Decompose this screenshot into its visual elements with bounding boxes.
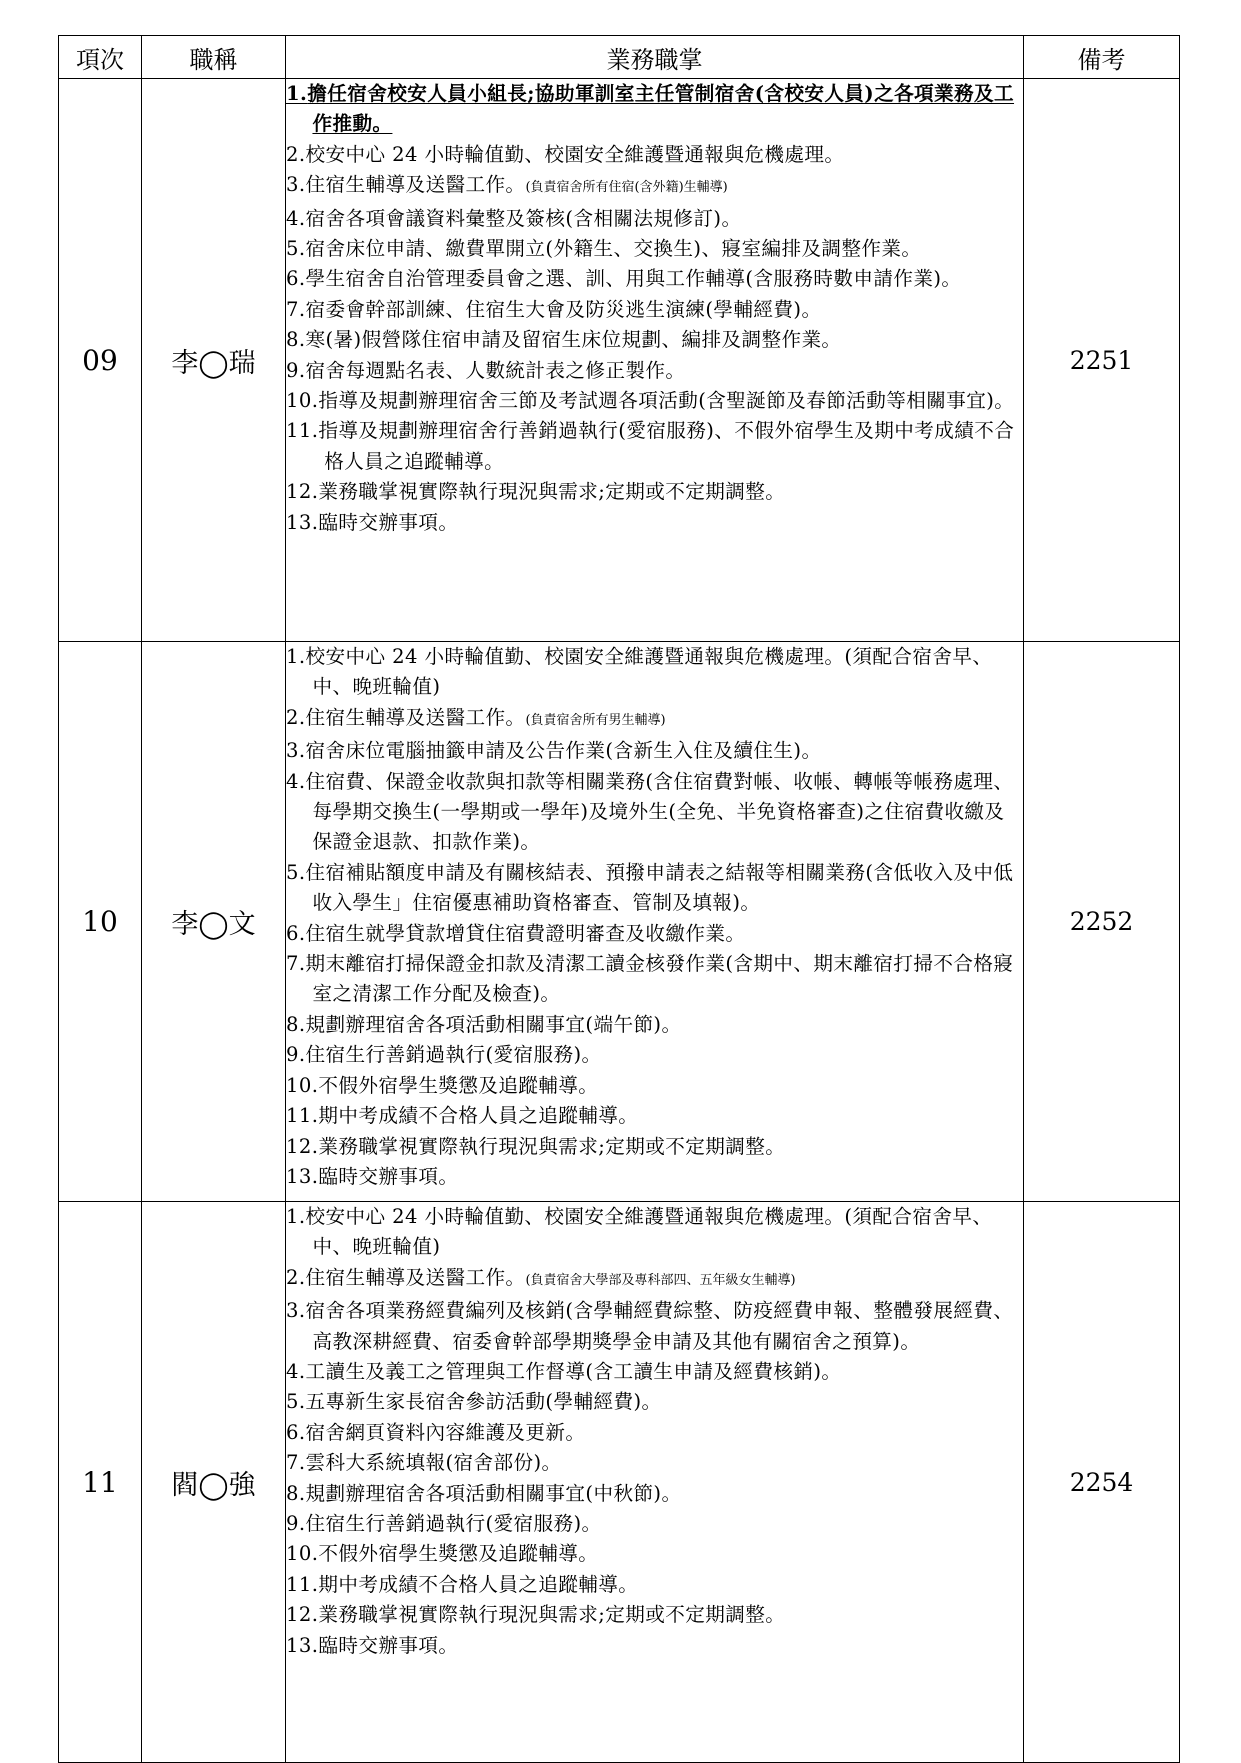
duty-list — [286, 79, 1023, 538]
duty-number: 1. — [286, 1205, 306, 1228]
duty-item — [286, 204, 1023, 234]
duty-number: 3. — [286, 1299, 306, 1323]
duty-item — [286, 1509, 1023, 1539]
duty-text: 臨時交辦事項。 — [318, 510, 459, 534]
duty-number: 1. — [286, 645, 306, 668]
duty-item — [286, 858, 1023, 919]
duty-text: 住宿生輔導及送醫工作。 — [305, 173, 526, 197]
duty-number: 11. — [286, 419, 319, 443]
duty-item — [286, 264, 1023, 294]
duty-number: 12. — [286, 1134, 319, 1158]
duty-item — [286, 325, 1023, 355]
duty-text: 期中考成績不合格人員之追蹤輔導。 — [318, 1572, 639, 1596]
item-number: 09 — [59, 79, 142, 642]
remark-extension: 2252 — [1024, 642, 1180, 1202]
duty-item — [286, 767, 1023, 858]
duty-item — [286, 949, 1023, 1010]
duty-number: 10. — [286, 1542, 319, 1566]
duty-text: 期末離宿打掃保證金扣款及清潔工讀金核發作業(含期中、期末離宿打掃不合格寢室之清潔工作分配及檢查)。 — [305, 952, 1014, 1006]
duty-text: 住宿生就學貸款增貸住宿費證明審查及收繳作業。 — [305, 921, 746, 945]
duty-number: 4. — [286, 769, 306, 793]
duty-number: 7. — [286, 297, 306, 321]
duty-number: 2. — [286, 1265, 306, 1289]
header-remarks: 備考 — [1024, 36, 1180, 79]
duty-item — [286, 508, 1023, 538]
duty-text: 校安中心 24 小時輪值勤、校園安全維護暨通報與危機處理。(須配合宿舍早、中、晚班輪值) — [305, 1205, 993, 1259]
duty-text: 業務職掌視實際執行現況與需求;定期或不定期調整。 — [318, 480, 786, 504]
remark-extension: 2254 — [1024, 1202, 1180, 1763]
item-number: 11 — [59, 1202, 142, 1763]
duty-item — [286, 386, 1023, 416]
duty-text: 宿舍床位申請、繳費單開立(外籍生、交換生)、寢室編排及調整作業。 — [305, 237, 922, 261]
duty-item — [286, 140, 1023, 170]
duty-number: 1. — [286, 82, 308, 105]
duty-item — [286, 1132, 1023, 1162]
duty-number: 11. — [286, 1572, 319, 1596]
duty-item — [286, 1387, 1023, 1417]
duty-item — [286, 1357, 1023, 1387]
duty-list — [286, 1202, 1023, 1661]
duty-number: 4. — [286, 206, 306, 230]
item-number: 10 — [59, 642, 142, 1202]
duty-note: (負責宿舍大學部及專科部四、五年級女生輔導) — [525, 1272, 796, 1288]
remark-extension: 2251 — [1024, 79, 1180, 642]
duty-text: 臨時交辦事項。 — [318, 1633, 459, 1657]
duty-text: 不假外宿學生獎懲及追蹤輔導。 — [318, 1073, 599, 1097]
duty-item — [286, 703, 1023, 736]
duty-text: 業務職掌視實際執行現況與需求;定期或不定期調整。 — [318, 1603, 786, 1627]
duty-number: 5. — [286, 860, 306, 884]
duty-text: 住宿生行善銷過執行(愛宿服務)。 — [305, 1512, 602, 1536]
duty-number: 13. — [286, 510, 319, 534]
duty-item — [286, 1263, 1023, 1296]
duty-item — [286, 1570, 1023, 1600]
duty-text: 雲科大系統填報(宿舍部份)。 — [305, 1451, 562, 1475]
duty-number: 2. — [286, 705, 306, 729]
duty-item — [286, 1448, 1023, 1478]
duty-list — [286, 642, 1023, 1192]
duty-number: 8. — [286, 1481, 306, 1505]
staff-name: 李◯瑞 — [142, 79, 286, 642]
duty-item — [286, 1631, 1023, 1661]
duty-text: 住宿補貼額度申請及有關核結表、預撥申請表之結報等相關業務(含低收入及中低收入學生」住宿優惠補助資格審查、管制及填報)。 — [305, 860, 1014, 915]
duty-item — [286, 1296, 1023, 1357]
duty-item — [286, 356, 1023, 386]
duty-item — [286, 736, 1023, 766]
duty-text: 寒(暑)假營隊住宿申請及留宿生床位規劃、編排及調整作業。 — [305, 328, 842, 352]
duty-number: 12. — [286, 1603, 319, 1627]
duty-text: 擔任宿舍校安人員小組長;協助軍訓室主任管制宿舍(含校安人員)之各項業務及工作推動。 — [307, 82, 1015, 136]
duty-item — [286, 1539, 1023, 1569]
table-row — [59, 79, 1180, 642]
duty-number: 11. — [286, 1104, 319, 1128]
duty-number: 6. — [286, 921, 306, 945]
duty-number: 3. — [286, 173, 306, 197]
table-row — [59, 642, 1180, 1202]
header-duties: 業務職掌 — [286, 36, 1024, 79]
duty-item — [286, 1010, 1023, 1040]
table-row — [59, 1202, 1180, 1763]
duty-text: 規劃辦理宿舍各項活動相關事宜(中秋節)。 — [305, 1481, 682, 1505]
duty-text: 宿舍每週點名表、人數統計表之修正製作。 — [305, 358, 686, 382]
duty-number: 12. — [286, 480, 319, 504]
duty-item — [286, 170, 1023, 203]
duty-text: 指導及規劃辦理宿舍行善銷過執行(愛宿服務)、不假外宿學生及期中考成績不合格人員之追蹤輔導。 — [318, 419, 1015, 473]
duty-number: 4. — [286, 1360, 306, 1384]
duty-text: 宿舍床位電腦抽籤申請及公告作業(含新生入住及續住生)。 — [305, 739, 822, 763]
duty-item — [286, 1418, 1023, 1448]
duty-text: 宿委會幹部訓練、住宿生大會及防災逃生演練(學輔經費)。 — [305, 297, 822, 321]
duty-number: 2. — [286, 142, 306, 166]
duty-item — [286, 477, 1023, 507]
duty-text: 宿舍各項會議資料彙整及簽核(含相關法規修訂)。 — [305, 206, 742, 230]
duty-number: 13. — [286, 1633, 319, 1657]
duty-text: 宿舍網頁資料內容維護及更新。 — [305, 1420, 586, 1444]
duty-number: 9. — [286, 358, 306, 382]
duty-text: 工讀生及義工之管理與工作督導(含工讀生申請及經費核銷)。 — [305, 1360, 842, 1384]
duty-item — [286, 1202, 1023, 1263]
duty-item — [286, 1040, 1023, 1070]
duty-note: (負責宿舍所有住宿(含外籍)生輔導) — [525, 180, 728, 196]
header-title: 職稱 — [142, 36, 286, 79]
duty-text: 宿舍各項業務經費編列及核銷(含學輔經費綜整、防疫經費申報、整體發展經費、高教深耕經費、宿委會幹部學期獎學金申請及其他有關宿舍之預算)。 — [305, 1299, 1014, 1353]
duty-item — [286, 234, 1023, 264]
duty-item — [286, 642, 1023, 703]
duty-text: 不假外宿學生獎懲及追蹤輔導。 — [318, 1542, 599, 1566]
duty-item — [286, 416, 1023, 477]
duty-number: 6. — [286, 1420, 306, 1444]
duty-item — [286, 1600, 1023, 1630]
duty-item — [286, 919, 1023, 949]
duty-text: 業務職掌視實際執行現況與需求;定期或不定期調整。 — [318, 1134, 786, 1158]
duty-number: 9. — [286, 1043, 306, 1067]
duty-cell — [286, 1202, 1024, 1763]
duty-cell — [286, 642, 1024, 1202]
duty-text: 住宿生輔導及送醫工作。 — [305, 705, 526, 729]
duty-text: 住宿生行善銷過執行(愛宿服務)。 — [305, 1043, 602, 1067]
duty-text: 住宿生輔導及送醫工作。 — [305, 1265, 526, 1289]
duty-item — [286, 1071, 1023, 1101]
duty-number: 5. — [286, 1390, 306, 1414]
duty-text: 指導及規劃辦理宿舍三節及考試週各項活動(含聖誕節及春節活動等相關事宜)。 — [318, 389, 1015, 413]
duty-number: 10. — [286, 389, 319, 413]
duty-number: 10. — [286, 1073, 319, 1097]
duty-number: 13. — [286, 1164, 319, 1188]
duty-item — [286, 1479, 1023, 1509]
duty-number: 9. — [286, 1512, 306, 1536]
duty-number: 8. — [286, 1012, 306, 1036]
duty-number: 7. — [286, 1451, 306, 1475]
duty-number: 8. — [286, 328, 306, 352]
duty-text: 住宿費、保證金收款與扣款等相關業務(含住宿費對帳、收帳、轉帳等帳務處理、每學期交換生(一學期或一學年)及境外生(全免、半免資格審查)之住宿費收繳及保證金退款、扣款作業)。 — [305, 769, 1014, 854]
duty-item — [286, 295, 1023, 325]
duty-cell — [286, 79, 1024, 642]
duty-note: (負責宿舍所有男生輔導) — [525, 712, 666, 728]
duty-text: 規劃辦理宿舍各項活動相關事宜(端午節)。 — [305, 1012, 682, 1036]
duty-text: 校安中心 24 小時輪值勤、校園安全維護暨通報與危機處理。(須配合宿舍早、中、晚班輪值) — [305, 645, 993, 699]
duty-text: 臨時交辦事項。 — [318, 1164, 459, 1188]
staff-name: 閻◯強 — [142, 1202, 286, 1763]
duty-text: 五專新生家長宿舍參訪活動(學輔經費)。 — [305, 1390, 662, 1414]
duty-number: 3. — [286, 739, 306, 763]
duty-text: 學生宿舍自治管理委員會之選、訓、用與工作輔導(含服務時數申請作業)。 — [305, 267, 962, 291]
duty-item — [286, 1101, 1023, 1131]
duty-table — [58, 35, 1180, 1763]
duty-item — [286, 79, 1023, 140]
staff-name: 李◯文 — [142, 642, 286, 1202]
duty-number: 5. — [286, 237, 306, 261]
duty-text: 期中考成績不合格人員之追蹤輔導。 — [318, 1104, 639, 1128]
duty-number: 6. — [286, 267, 306, 291]
duty-item — [286, 1162, 1023, 1192]
header-item-no: 項次 — [59, 36, 142, 79]
duty-text: 校安中心 24 小時輪值勤、校園安全維護暨通報與危機處理。 — [305, 142, 845, 166]
header-row — [59, 36, 1180, 79]
duty-number: 7. — [286, 952, 306, 976]
